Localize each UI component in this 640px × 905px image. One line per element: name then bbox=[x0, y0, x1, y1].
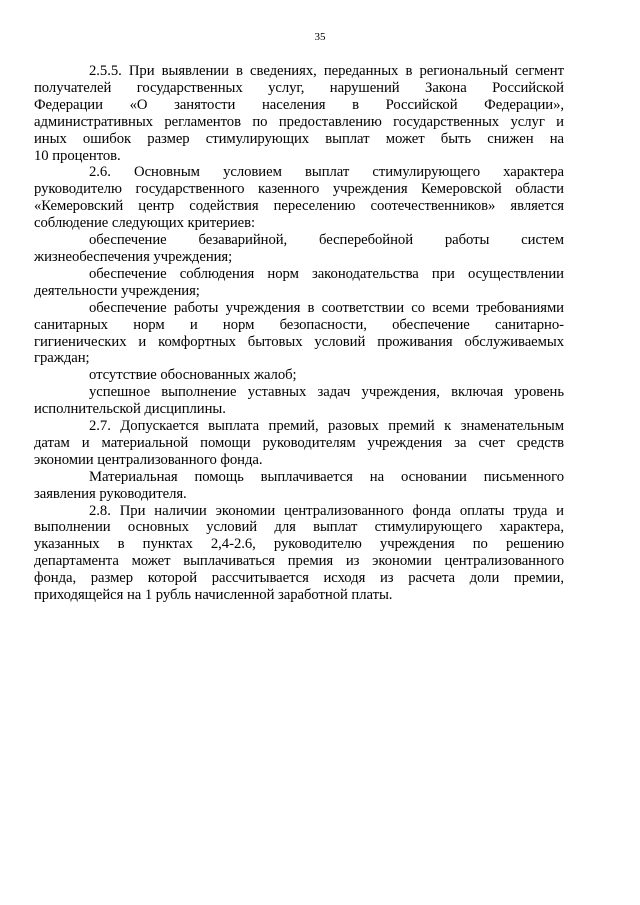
criterion-item bbox=[34, 232, 564, 266]
text-line: 10 процентов. bbox=[34, 147, 121, 164]
paragraph-2-5-5 bbox=[34, 63, 564, 164]
text-line: гигиенических и комфортных бытовых условий проживания обслуживаемых bbox=[34, 333, 564, 350]
text-line: граждан; bbox=[34, 350, 90, 367]
text-line: датам и материальной помощи руководителям учреждения за счет средств bbox=[34, 434, 564, 451]
text-line: 2.7. Допускается выплата премий, разовых премий к знаменательным bbox=[89, 418, 564, 435]
text-line: Федерации «О занятости населения в Российской Федерации», bbox=[34, 96, 564, 113]
text-line: 2.5.5. При выявлении в сведениях, переданных в региональный сегмент bbox=[89, 63, 564, 79]
text-line: указанных в пунктах 2,4-2.6, руководителю учреждения по решению bbox=[34, 536, 564, 553]
text-line: руководителю государственного казенного учреждения Кемеровской области bbox=[34, 181, 564, 198]
text-line: исполнительской дисциплины. bbox=[34, 401, 226, 418]
text-line: обеспечение соблюдения норм законодательства при осуществлении bbox=[89, 265, 564, 282]
text-line: приходящейся на 1 рубль начисленной заработной платы. bbox=[34, 587, 393, 604]
text-line: успешное выполнение уставных задач учреждения, включая уровень bbox=[89, 384, 564, 401]
criterion-item bbox=[89, 367, 564, 384]
text-line: соблюдение следующих критериев: bbox=[34, 215, 256, 232]
text-line: Материальная помощь выплачивается на основании письменного bbox=[89, 468, 564, 485]
text-line: обеспечение работы учреждения в соответствии со всеми требованиями bbox=[89, 299, 564, 316]
text-line: «Кемеровский центр содействия переселению соотечественников» является bbox=[34, 198, 564, 215]
paragraph-2-8 bbox=[34, 502, 564, 604]
page-number: 35 bbox=[314, 31, 326, 43]
paragraph-material-aid bbox=[34, 468, 564, 503]
text-line: выполнении основных условий для выплат стимулирующего характера, bbox=[34, 519, 564, 536]
text-line: административных регламентов по предоставлению государственных услуг и bbox=[34, 113, 564, 130]
text-line: 2.6. Основным условием выплат стимулирующего характера bbox=[89, 164, 564, 181]
text-line: заявления руководителя. bbox=[34, 485, 187, 502]
text-line: жизнеобеспечения учреждения; bbox=[34, 248, 233, 265]
text-line: 2.8. При наличии экономии централизованного фонда оплаты труда и bbox=[89, 502, 564, 519]
text-line: экономии централизованного фонда. bbox=[34, 451, 263, 468]
text-line: обеспечение безаварийной, бесперебойной работы систем bbox=[89, 232, 564, 249]
criterion-item bbox=[34, 384, 564, 418]
text-line: получателей государственных услуг, нарушений Закона Российской bbox=[34, 79, 564, 96]
criterion-item bbox=[34, 265, 564, 300]
text-line: санитарных норм и норм безопасности, обеспечение санитарно- bbox=[34, 316, 564, 333]
text-line: иных ошибок размер стимулирующих выплат может быть снижен на bbox=[34, 130, 564, 147]
text-line: деятельности учреждения; bbox=[34, 282, 200, 299]
criterion-item bbox=[34, 299, 564, 368]
paragraph-2-7 bbox=[34, 418, 564, 469]
text-line: департамента может выплачиваться премия из экономии централизованного bbox=[34, 553, 564, 570]
text-line: отсутствие обоснованных жалоб; bbox=[89, 367, 297, 384]
document-body bbox=[34, 63, 564, 604]
text-line: фонда, размер которой рассчитывается исходя из расчета доли премии, bbox=[34, 570, 564, 587]
paragraph-2-6 bbox=[34, 164, 564, 232]
